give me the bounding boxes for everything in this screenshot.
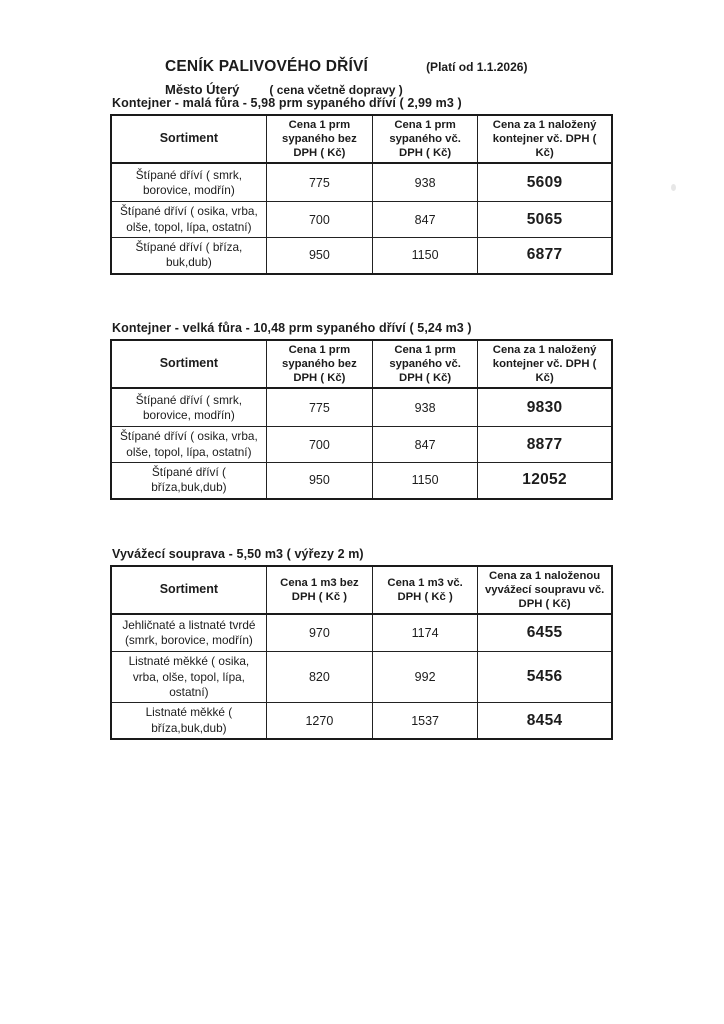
delivery-note: ( cena včetně dopravy ) — [269, 83, 403, 97]
cell-price-ex-vat: 700 — [266, 427, 372, 463]
cell-price-inc-vat: 1150 — [373, 462, 478, 498]
column-header-total: Cena za 1 naloženou vyvážecí soupravu vč. DPH ( Kč) — [478, 566, 612, 614]
table-row — [111, 388, 612, 427]
cell-total: 8454 — [478, 703, 612, 739]
table-row — [111, 163, 612, 202]
cell-total: 12052 — [478, 462, 612, 498]
section-container-big — [110, 321, 614, 500]
column-header-price-inc-vat: Cena 1 prm sypaného vč. DPH ( Kč) — [373, 340, 478, 388]
section-heading: Kontejner - malá fůra - 5,98 prm sypaného dříví ( 2,99 m3 ) — [112, 96, 462, 110]
cell-sortiment: Štípané dříví ( osika, vrba, olše, topol, lípa, ostatní) — [111, 202, 266, 238]
column-header-price-inc-vat: Cena 1 prm sypaného vč. DPH ( Kč) — [373, 115, 478, 163]
price-table-forwarding-trailer — [110, 565, 613, 740]
cell-price-ex-vat: 820 — [266, 652, 372, 703]
cell-price-ex-vat: 1270 — [266, 703, 372, 739]
column-header-total: Cena za 1 naložený kontejner vč. DPH ( Kč) — [478, 340, 612, 388]
city-name: Město Úterý — [165, 82, 240, 97]
cell-total: 6877 — [478, 237, 612, 273]
scan-artifact — [671, 184, 676, 191]
column-header-total: Cena za 1 naložený kontejner vč. DPH ( Kč) — [478, 115, 612, 163]
section-heading: Vyvážecí souprava - 5,50 m3 ( výřezy 2 m) — [112, 547, 364, 561]
table-header-row — [111, 566, 612, 614]
cell-sortiment: Štípané dříví ( smrk, borovice, modřín) — [111, 163, 266, 202]
cell-sortiment: Štípané dříví ( smrk, borovice, modřín) — [111, 388, 266, 427]
table-row — [111, 427, 612, 463]
price-table-container-big — [110, 339, 613, 500]
cell-price-ex-vat: 775 — [266, 388, 372, 427]
section-heading: Kontejner - velká fůra - 10,48 prm sypaného dříví ( 5,24 m3 ) — [112, 321, 472, 335]
valid-from-note: (Platí od 1.1.2026) — [426, 60, 528, 74]
document-title: CENÍK PALIVOVÉHO DŘÍVÍ — [165, 58, 369, 75]
cell-sortiment: Listnaté měkké ( osika, vrba, olše, topol, lípa, ostatní) — [111, 652, 266, 703]
cell-price-inc-vat: 1537 — [373, 703, 478, 739]
table-row — [111, 462, 612, 498]
cell-sortiment: Štípané dříví ( bříza,buk,dub) — [111, 462, 266, 498]
cell-price-ex-vat: 970 — [266, 614, 372, 652]
table-row — [111, 652, 612, 703]
table-header-row — [111, 115, 612, 163]
cell-price-ex-vat: 775 — [266, 163, 372, 202]
section-forwarding-trailer — [110, 547, 614, 740]
cell-price-inc-vat: 938 — [373, 163, 478, 202]
cell-price-inc-vat: 1174 — [373, 614, 478, 652]
table-row — [111, 703, 612, 739]
column-header-sortiment: Sortiment — [111, 340, 266, 388]
cell-sortiment: Listnaté měkké ( bříza,buk,dub) — [111, 703, 266, 739]
table-row — [111, 614, 612, 652]
cell-total: 5456 — [478, 652, 612, 703]
cell-sortiment: Štípané dříví ( bříza, buk,dub) — [111, 237, 266, 273]
column-header-sortiment: Sortiment — [111, 566, 266, 614]
cell-total: 5609 — [478, 163, 612, 202]
cell-price-inc-vat: 847 — [373, 202, 478, 238]
column-header-price-inc-vat: Cena 1 m3 vč. DPH ( Kč ) — [373, 566, 478, 614]
table-row — [111, 237, 612, 273]
cell-price-ex-vat: 700 — [266, 202, 372, 238]
document-header — [165, 58, 645, 97]
cell-total: 9830 — [478, 388, 612, 427]
cell-total: 8877 — [478, 427, 612, 463]
cell-sortiment: Štípané dříví ( osika, vrba, olše, topol, lípa, ostatní) — [111, 427, 266, 463]
table-row — [111, 202, 612, 238]
cell-price-inc-vat: 992 — [373, 652, 478, 703]
table-header-row — [111, 340, 612, 388]
cell-price-inc-vat: 938 — [373, 388, 478, 427]
column-header-sortiment: Sortiment — [111, 115, 266, 163]
cell-price-inc-vat: 1150 — [373, 237, 478, 273]
column-header-price-ex-vat: Cena 1 m3 bez DPH ( Kč ) — [266, 566, 372, 614]
column-header-price-ex-vat: Cena 1 prm sypaného bez DPH ( Kč) — [266, 340, 372, 388]
section-container-small — [110, 96, 614, 275]
cell-price-ex-vat: 950 — [266, 237, 372, 273]
cell-total: 6455 — [478, 614, 612, 652]
cell-price-inc-vat: 847 — [373, 427, 478, 463]
cell-price-ex-vat: 950 — [266, 462, 372, 498]
column-header-price-ex-vat: Cena 1 prm sypaného bez DPH ( Kč) — [266, 115, 372, 163]
cell-total: 5065 — [478, 202, 612, 238]
price-table-container-small — [110, 114, 613, 275]
cell-sortiment: Jehličnaté a listnaté tvrdé (smrk, borovice, modřín) — [111, 614, 266, 652]
